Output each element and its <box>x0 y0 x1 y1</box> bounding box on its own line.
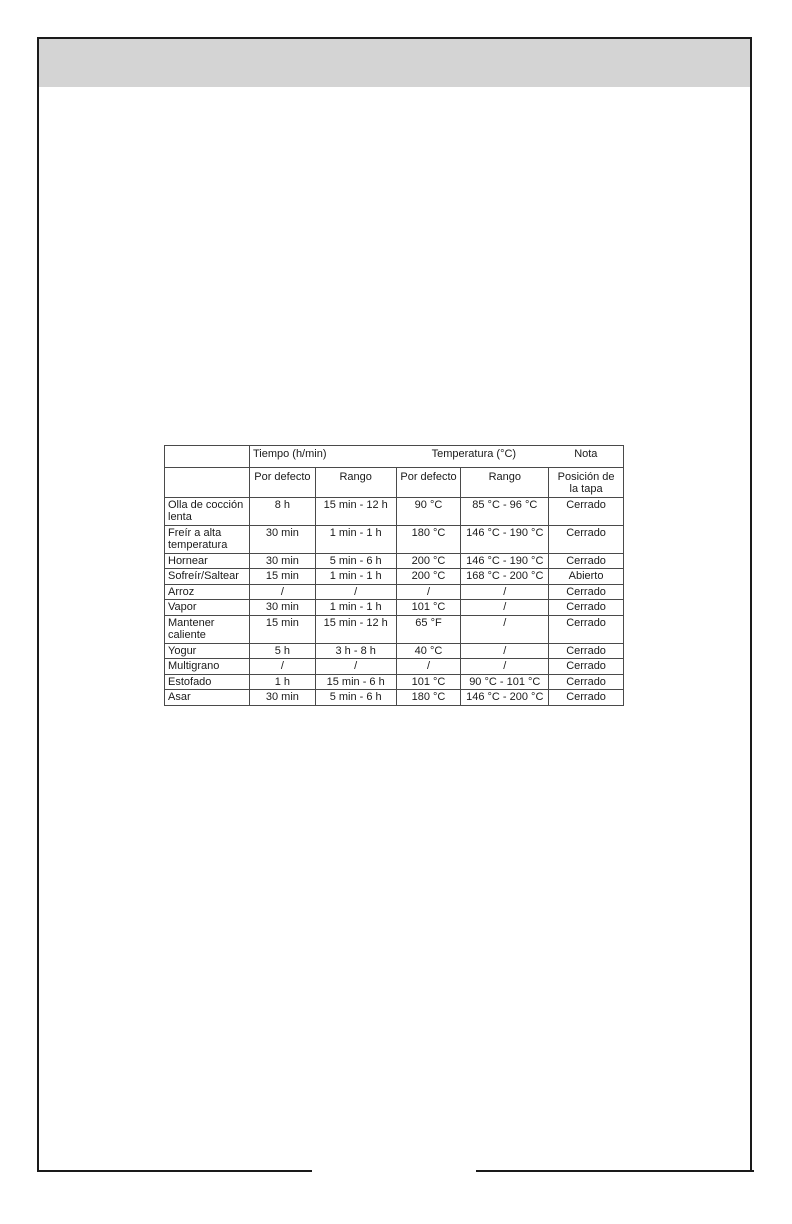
temp-range-cell: / <box>461 584 549 600</box>
lid-position-cell: Cerrado <box>549 674 624 690</box>
table-row <box>165 569 624 585</box>
temp-range-cell: 146 °C - 190 °C <box>461 525 549 553</box>
lid-position-cell: Cerrado <box>549 659 624 675</box>
sub-header-lid-position: Posición de la tapa <box>549 467 624 497</box>
cooking-settings-table <box>164 445 624 706</box>
mode-cell: Estofado <box>165 674 250 690</box>
header-temperatura <box>396 446 549 468</box>
lid-position-cell: Cerrado <box>549 584 624 600</box>
time-default-cell: 15 min <box>249 569 315 585</box>
table-group-header-row <box>165 446 624 468</box>
table-row <box>165 553 624 569</box>
header-nota: Nota <box>549 446 624 468</box>
temp-default-cell: 180 °C <box>396 525 461 553</box>
header-tiempo: Tiempo (h/min) <box>249 446 396 468</box>
temp-range-cell: / <box>461 600 549 616</box>
time-range-cell: 1 min - 1 h <box>315 525 396 553</box>
table-row <box>165 497 624 525</box>
temp-default-cell: / <box>396 584 461 600</box>
temp-default-cell: 101 °C <box>396 674 461 690</box>
table-row <box>165 643 624 659</box>
header-temperatura-label: Temperatura (°C) <box>431 448 517 460</box>
footer-rule-right <box>476 1170 754 1172</box>
temp-range-cell: 90 °C - 101 °C <box>461 674 549 690</box>
temp-range-cell: 146 °C - 190 °C <box>461 553 549 569</box>
mode-cell: Asar <box>165 690 250 706</box>
time-default-cell: 15 min <box>249 615 315 643</box>
mode-cell: Yogur <box>165 643 250 659</box>
table-row <box>165 525 624 553</box>
time-default-cell: / <box>249 584 315 600</box>
header-band <box>39 39 750 87</box>
mode-cell: Mantener caliente <box>165 615 250 643</box>
sub-header-empty-cell <box>165 467 250 497</box>
time-range-cell: 1 min - 1 h <box>315 600 396 616</box>
time-range-cell: 3 h - 8 h <box>315 643 396 659</box>
time-range-cell: 15 min - 6 h <box>315 674 396 690</box>
temp-default-cell: 101 °C <box>396 600 461 616</box>
temp-default-cell: 200 °C <box>396 553 461 569</box>
table-row <box>165 690 624 706</box>
temp-range-cell: 85 °C - 96 °C <box>461 497 549 525</box>
table-row <box>165 615 624 643</box>
time-default-cell: 8 h <box>249 497 315 525</box>
lid-position-cell: Cerrado <box>549 600 624 616</box>
temp-default-cell: 65 °F <box>396 615 461 643</box>
time-default-cell: 30 min <box>249 525 315 553</box>
sub-header-time-default: Por defecto <box>249 467 315 497</box>
table-body <box>165 497 624 705</box>
temp-default-cell: 40 °C <box>396 643 461 659</box>
time-range-cell: / <box>315 659 396 675</box>
temp-range-cell: / <box>461 643 549 659</box>
time-default-cell: 5 h <box>249 643 315 659</box>
temp-default-cell: / <box>396 659 461 675</box>
mode-cell: Olla de cocción lenta <box>165 497 250 525</box>
table-row <box>165 600 624 616</box>
temp-range-cell: / <box>461 659 549 675</box>
lid-position-cell: Cerrado <box>549 553 624 569</box>
temp-default-cell: 180 °C <box>396 690 461 706</box>
time-range-cell: 5 min - 6 h <box>315 553 396 569</box>
lid-position-cell: Cerrado <box>549 497 624 525</box>
temp-default-cell: 90 °C <box>396 497 461 525</box>
time-default-cell: 30 min <box>249 690 315 706</box>
table-row <box>165 674 624 690</box>
mode-cell: Multigrano <box>165 659 250 675</box>
temp-default-cell: 200 °C <box>396 569 461 585</box>
time-default-cell: 30 min <box>249 553 315 569</box>
table-row <box>165 584 624 600</box>
lid-position-cell: Cerrado <box>549 525 624 553</box>
time-range-cell: 15 min - 12 h <box>315 497 396 525</box>
mode-cell: Arroz <box>165 584 250 600</box>
mode-cell: Sofreír/Saltear <box>165 569 250 585</box>
mode-cell: Vapor <box>165 600 250 616</box>
table-sub-header-row <box>165 467 624 497</box>
mode-cell: Freír a alta temperatura <box>165 525 250 553</box>
time-range-cell: / <box>315 584 396 600</box>
header-empty-cell <box>165 446 250 468</box>
lid-position-cell: Cerrado <box>549 690 624 706</box>
temp-range-cell: / <box>461 615 549 643</box>
time-range-cell: 5 min - 6 h <box>315 690 396 706</box>
sub-header-temp-range: Rango <box>461 467 549 497</box>
time-range-cell: 1 min - 1 h <box>315 569 396 585</box>
time-default-cell: 30 min <box>249 600 315 616</box>
time-range-cell: 15 min - 12 h <box>315 615 396 643</box>
temp-range-cell: 168 °C - 200 °C <box>461 569 549 585</box>
lid-position-cell: Abierto <box>549 569 624 585</box>
mode-cell: Hornear <box>165 553 250 569</box>
sub-header-time-range: Rango <box>315 467 396 497</box>
lid-position-cell: Cerrado <box>549 615 624 643</box>
table-row <box>165 659 624 675</box>
sub-header-temp-default: Por defecto <box>396 467 461 497</box>
footer-rule-left <box>37 1170 312 1172</box>
time-default-cell: 1 h <box>249 674 315 690</box>
lid-position-cell: Cerrado <box>549 643 624 659</box>
time-default-cell: / <box>249 659 315 675</box>
temp-range-cell: 146 °C - 200 °C <box>461 690 549 706</box>
